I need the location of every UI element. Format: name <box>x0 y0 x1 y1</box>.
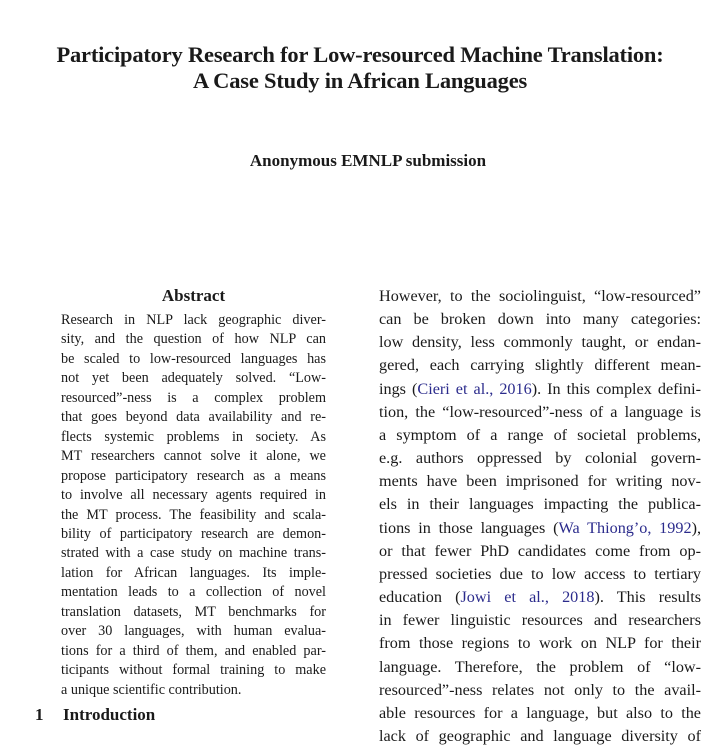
body-text-segment: language. Therefore, the problem of “low- <box>379 657 701 676</box>
abstract-line: to involve all necessary agents required in <box>61 487 326 504</box>
abstract-line: a unique scientific contribution. <box>61 681 242 698</box>
citation-link[interactable]: Wa Thiong’o, 1992 <box>558 518 692 537</box>
abstract-line: tions for a third of them, and enabled par- <box>61 642 326 659</box>
paper-title-line-2: A Case Study in African Languages <box>192 68 528 93</box>
body-text-segment: resourced”-ness relates not only to the avail- <box>379 680 701 699</box>
body-line <box>379 679 701 702</box>
body-line <box>379 447 701 470</box>
body-text-segment: in fewer linguistic resources and researchers <box>379 611 701 630</box>
body-line <box>379 540 701 563</box>
abstract-line: be scaled to low-resourced languages has <box>61 350 326 367</box>
body-line <box>379 656 701 679</box>
body-text-segment: ). This results <box>594 588 701 607</box>
body-text-segment: tions in those languages ( <box>379 518 559 537</box>
body-line <box>379 725 701 748</box>
abstract-line: over 30 languages, with human evalua- <box>61 623 326 640</box>
abstract-line: MT researchers cannot solve it alone, we <box>61 448 326 465</box>
abstract-line: lation for African languages. Its imple- <box>61 564 326 581</box>
body-line <box>379 378 701 401</box>
body-line <box>379 331 701 354</box>
body-text-segment: able resources for a language, but also to the <box>379 703 701 722</box>
body-text-segment: lack of geographic and language diversity of <box>379 726 701 745</box>
body-text-segment: ), <box>691 518 701 537</box>
body-text-segment: els in their languages impacting the publica- <box>379 495 701 514</box>
author-line: Anonymous EMNLP submission <box>249 151 487 170</box>
abstract-line: not yet been adequately solved. “Low- <box>61 370 326 387</box>
body-line <box>379 354 701 377</box>
body-text-segment: gered, each carrying slightly different mean- <box>379 356 701 375</box>
abstract-line: mentation leads to a collection of novel <box>61 584 326 601</box>
body-text-segment: However, to the sociolinguist, “low-resourced” <box>379 287 701 305</box>
paper-title <box>0 42 720 94</box>
body-text-segment: ings ( <box>379 379 418 398</box>
body-text-segment: or that fewer PhD candidates come from op- <box>379 541 701 560</box>
citation-link[interactable]: Jowi et al., 2018 <box>460 588 595 607</box>
abstract-heading: Abstract <box>161 286 226 305</box>
abstract-line: bility of participatory research are demon- <box>61 525 326 542</box>
section-number: 1 <box>35 705 44 724</box>
abstract-line: resourced”-ness is a complex problem <box>61 389 326 406</box>
paper-title-line-1: Participatory Research for Low-resourced Machine Translation: <box>56 42 664 67</box>
body-line <box>379 517 701 540</box>
abstract-line: translation datasets, MT benchmarks for <box>61 603 326 620</box>
body-text-segment: a symptom of a range of societal problems, <box>379 425 701 444</box>
body-line <box>379 285 701 308</box>
abstract-line: sity, and the question of how NLP can <box>61 331 326 348</box>
body-line <box>379 609 701 632</box>
body-text-segment: education ( <box>379 588 461 607</box>
body-line <box>379 632 701 655</box>
abstract-line: propose participatory research as a means <box>61 467 326 484</box>
abstract-line: that goes beyond data availability and re- <box>61 409 326 426</box>
body-line <box>379 563 701 586</box>
body-line <box>379 424 701 447</box>
body-text-segment: tion, the “low-resourced”-ness of a language is <box>379 402 701 421</box>
body-paragraph <box>379 285 701 748</box>
body-line <box>379 586 701 609</box>
right-column <box>379 285 701 748</box>
abstract-line: the MT process. The feasibility and scala- <box>61 506 326 523</box>
citation-link[interactable]: Cieri et al., 2016 <box>417 379 532 398</box>
body-text-segment: can be broken down into many categories: <box>379 310 701 329</box>
body-text-segment: e.g. authors oppressed by colonial govern- <box>379 449 701 468</box>
body-line <box>379 401 701 424</box>
abstract-line: ticipants without formal training to make <box>61 662 326 679</box>
left-column <box>61 285 326 700</box>
body-line <box>379 470 701 493</box>
body-line <box>379 702 701 725</box>
abstract-line: Research in NLP lack geographic diver- <box>61 312 326 328</box>
body-text-segment: from those regions to work on NLP for their <box>379 634 701 653</box>
body-text-segment: ments have been imprisoned for writing nov- <box>379 472 701 491</box>
body-line <box>379 308 701 331</box>
body-line <box>379 493 701 516</box>
abstract-line: strated with a case study on machine trans- <box>61 545 326 562</box>
body-text-segment: ). In this complex defini- <box>531 379 702 398</box>
section-heading-introduction <box>35 704 155 726</box>
abstract-line: flects systemic problems in society. As <box>61 428 326 445</box>
body-text-segment: low density, less commonly taught, or endan- <box>379 333 701 352</box>
body-text-segment: pressed societies due to low access to tertiary <box>379 564 701 583</box>
section-title: Introduction <box>63 705 156 724</box>
abstract-body <box>61 311 326 700</box>
